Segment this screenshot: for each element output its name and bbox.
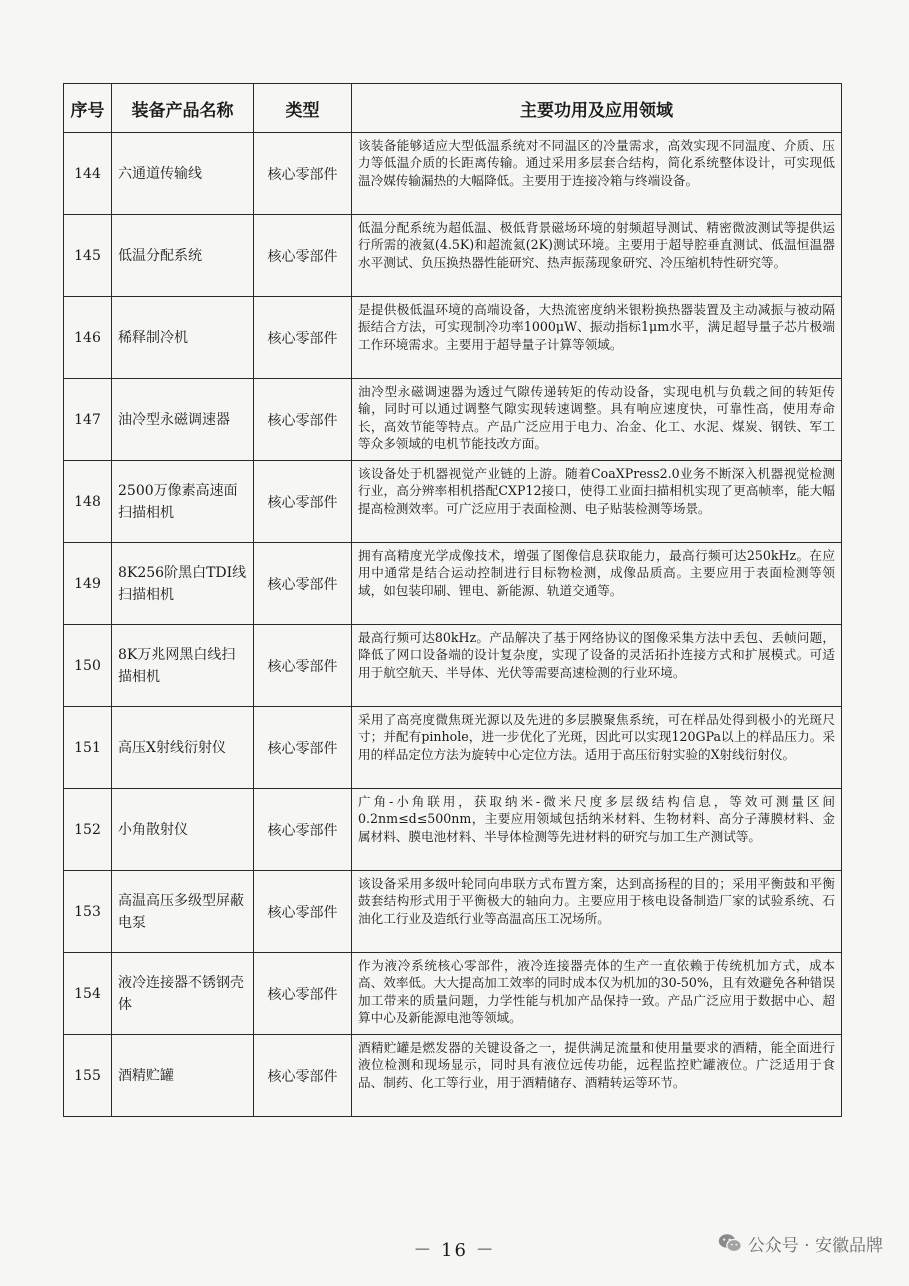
row-description: 该设备采用多级叶轮同向串联方式布置方案，达到高扬程的目的；采用平衡鼓和平衡鼓套结构形式用于平衡极大的轴向力。主要应用于核电设备制造厂家的试验系统、石油化工行业及造纸行业等高温高压工况场所。 xyxy=(352,871,842,953)
row-number: 146 xyxy=(64,297,112,379)
row-description: 拥有高精度光学成像技术，增强了图像信息获取能力，最高行频可达250kHz。在应用中通常是结合运动控制进行目标物检测，成像品质高。主要应用于表面检测等领域，如包装印刷、锂电、新能源、轨道交通等。 xyxy=(352,543,842,625)
row-description: 最高行频可达80kHz。产品解决了基于网络协议的图像采集方法中丢包、丢帧问题，降低了网口设备端的设计复杂度，实现了设备的灵活拓扑连接方式和扩展模式。可适用于航空航天、半导体、光伏等需要高速检测的行业环境。 xyxy=(352,625,842,707)
table-row xyxy=(64,707,842,789)
row-number: 155 xyxy=(64,1035,112,1117)
table-row xyxy=(64,297,842,379)
row-product-name: 小角散射仪 xyxy=(112,789,254,871)
equipment-table xyxy=(63,83,842,1117)
table-body xyxy=(64,133,842,1117)
row-number: 149 xyxy=(64,543,112,625)
row-type: 核心零部件 xyxy=(254,1035,352,1117)
row-product-name: 高温高压多级型屏蔽电泵 xyxy=(112,871,254,953)
row-number: 147 xyxy=(64,379,112,461)
row-product-name: 六通道传输线 xyxy=(112,133,254,215)
header-type: 类型 xyxy=(254,84,352,133)
row-type: 核心零部件 xyxy=(254,297,352,379)
table-row xyxy=(64,953,842,1035)
row-number: 144 xyxy=(64,133,112,215)
page-number: － 16 － xyxy=(413,1240,496,1261)
table-row xyxy=(64,215,842,297)
row-type: 核心零部件 xyxy=(254,543,352,625)
row-product-name: 高压X射线衍射仪 xyxy=(112,707,254,789)
table-row xyxy=(64,133,842,215)
row-number: 150 xyxy=(64,625,112,707)
row-number: 153 xyxy=(64,871,112,953)
table-row xyxy=(64,1035,842,1117)
row-number: 154 xyxy=(64,953,112,1035)
table-row xyxy=(64,625,842,707)
row-type: 核心零部件 xyxy=(254,215,352,297)
header-row xyxy=(64,84,842,133)
row-product-name: 酒精贮罐 xyxy=(112,1035,254,1117)
row-number: 145 xyxy=(64,215,112,297)
row-description: 低温分配系统为超低温、极低背景磁场环境的射频超导测试、精密微波测试等提供运行所需的液氦(4.5K)和超流氦(2K)测试环境。主要用于超导腔垂直测试、低温恒温器水平测试、负压换热器性能研究、热声振荡现象研究、冷压缩机特性研究等。 xyxy=(352,215,842,297)
row-description: 广角-小角联用，获取纳米-微米尺度多层级结构信息，等效可测量区间0.2nm≤d≤500nm，主要应用领域包括纳米材料、生物材料、高分子薄膜材料、金属材料、膜电池材料、半导体检测等先进材料的研究与加工生产测试等。 xyxy=(352,789,842,871)
watermark xyxy=(718,1231,883,1256)
wechat-icon xyxy=(718,1233,742,1254)
row-product-name: 2500万像素高速面扫描相机 xyxy=(112,461,254,543)
header-function: 主要功用及应用领域 xyxy=(352,84,842,133)
row-type: 核心零部件 xyxy=(254,133,352,215)
row-number: 152 xyxy=(64,789,112,871)
watermark-text: 公众号 · 安徽品牌 xyxy=(747,1236,883,1256)
table-row xyxy=(64,461,842,543)
table-row xyxy=(64,543,842,625)
row-description: 是提供极低温环境的高端设备，大热流密度纳米银粉换热器装置及主动减振与被动隔振结合方法，可实现制冷功率1000μW、振动指标1μm水平，满足超导量子芯片极端工作环境需求。主要用于超导量子计算等领域。 xyxy=(352,297,842,379)
row-product-name: 稀释制冷机 xyxy=(112,297,254,379)
row-number: 151 xyxy=(64,707,112,789)
table-row xyxy=(64,379,842,461)
header-index: 序号 xyxy=(64,84,112,133)
row-product-name: 液冷连接器不锈钢壳体 xyxy=(112,953,254,1035)
row-product-name: 油冷型永磁调速器 xyxy=(112,379,254,461)
row-description: 酒精贮罐是燃发器的关键设备之一，提供满足流量和使用量要求的酒精，能全面进行液位检测和现场显示，同时具有液位远传功能，远程监控贮罐液位。广泛适用于食品、制药、化工等行业，用于酒精储存、酒精转运等环节。 xyxy=(352,1035,842,1117)
row-product-name: 8K256阶黑白TDI线扫描相机 xyxy=(112,543,254,625)
table-row xyxy=(64,789,842,871)
row-description: 作为液冷系统核心零部件，液冷连接器壳体的生产一直依赖于传统机加方式，成本高、效率低。大大提高加工效率的同时成本仅为机加的30-50%，且有效避免各种错误加工带来的质量问题，力学性能与机加产品保持一致。产品广泛应用于数据中心、超算中心及新能源电池等领域。 xyxy=(352,953,842,1035)
row-number: 148 xyxy=(64,461,112,543)
row-type: 核心零部件 xyxy=(254,707,352,789)
table-header xyxy=(64,84,842,133)
row-type: 核心零部件 xyxy=(254,379,352,461)
row-description: 该设备处于机器视觉产业链的上游。随着CoaXPress2.0业务不断深入机器视觉检测行业，高分辨率相机搭配CXP12接口，使得工业面扫描相机实现了更高帧率，能大幅提高检测效率。可广泛应用于表面检测、电子贴装检测等场景。 xyxy=(352,461,842,543)
row-description: 该装备能够适应大型低温系统对不同温区的冷量需求，高效实现不同温度、介质、压力等低温介质的长距离传输。通过采用多层套合结构，简化系统整体设计，可实现低温冷媒传输漏热的大幅降低。主要用于连接冷箱与终端设备。 xyxy=(352,133,842,215)
row-description: 油冷型永磁调速器为透过气隙传递转矩的传动设备，实现电机与负载之间的转矩传输，同时可以通过调整气隙实现转速调整。具有响应速度快，可靠性高，使用寿命长，高效节能等特点。产品广泛应用于电力、冶金、化工、水泥、煤炭、钢铁、军工等众多领域的电机节能技改方面。 xyxy=(352,379,842,461)
row-type: 核心零部件 xyxy=(254,789,352,871)
row-type: 核心零部件 xyxy=(254,871,352,953)
row-product-name: 8K万兆网黑白线扫描相机 xyxy=(112,625,254,707)
row-type: 核心零部件 xyxy=(254,953,352,1035)
table-row xyxy=(64,871,842,953)
row-product-name: 低温分配系统 xyxy=(112,215,254,297)
row-type: 核心零部件 xyxy=(254,625,352,707)
header-product-name: 装备产品名称 xyxy=(112,84,254,133)
row-type: 核心零部件 xyxy=(254,461,352,543)
row-description: 采用了高亮度微焦斑光源以及先进的多层膜聚焦系统，可在样品处得到极小的光斑尺寸；并配有pinhole，进一步优化了光斑，因此可以实现120GPa以上的样品压力。采用的样品定位方法为旋转中心定位方法。适用于高压衍射实验的X射线衍射仪。 xyxy=(352,707,842,789)
